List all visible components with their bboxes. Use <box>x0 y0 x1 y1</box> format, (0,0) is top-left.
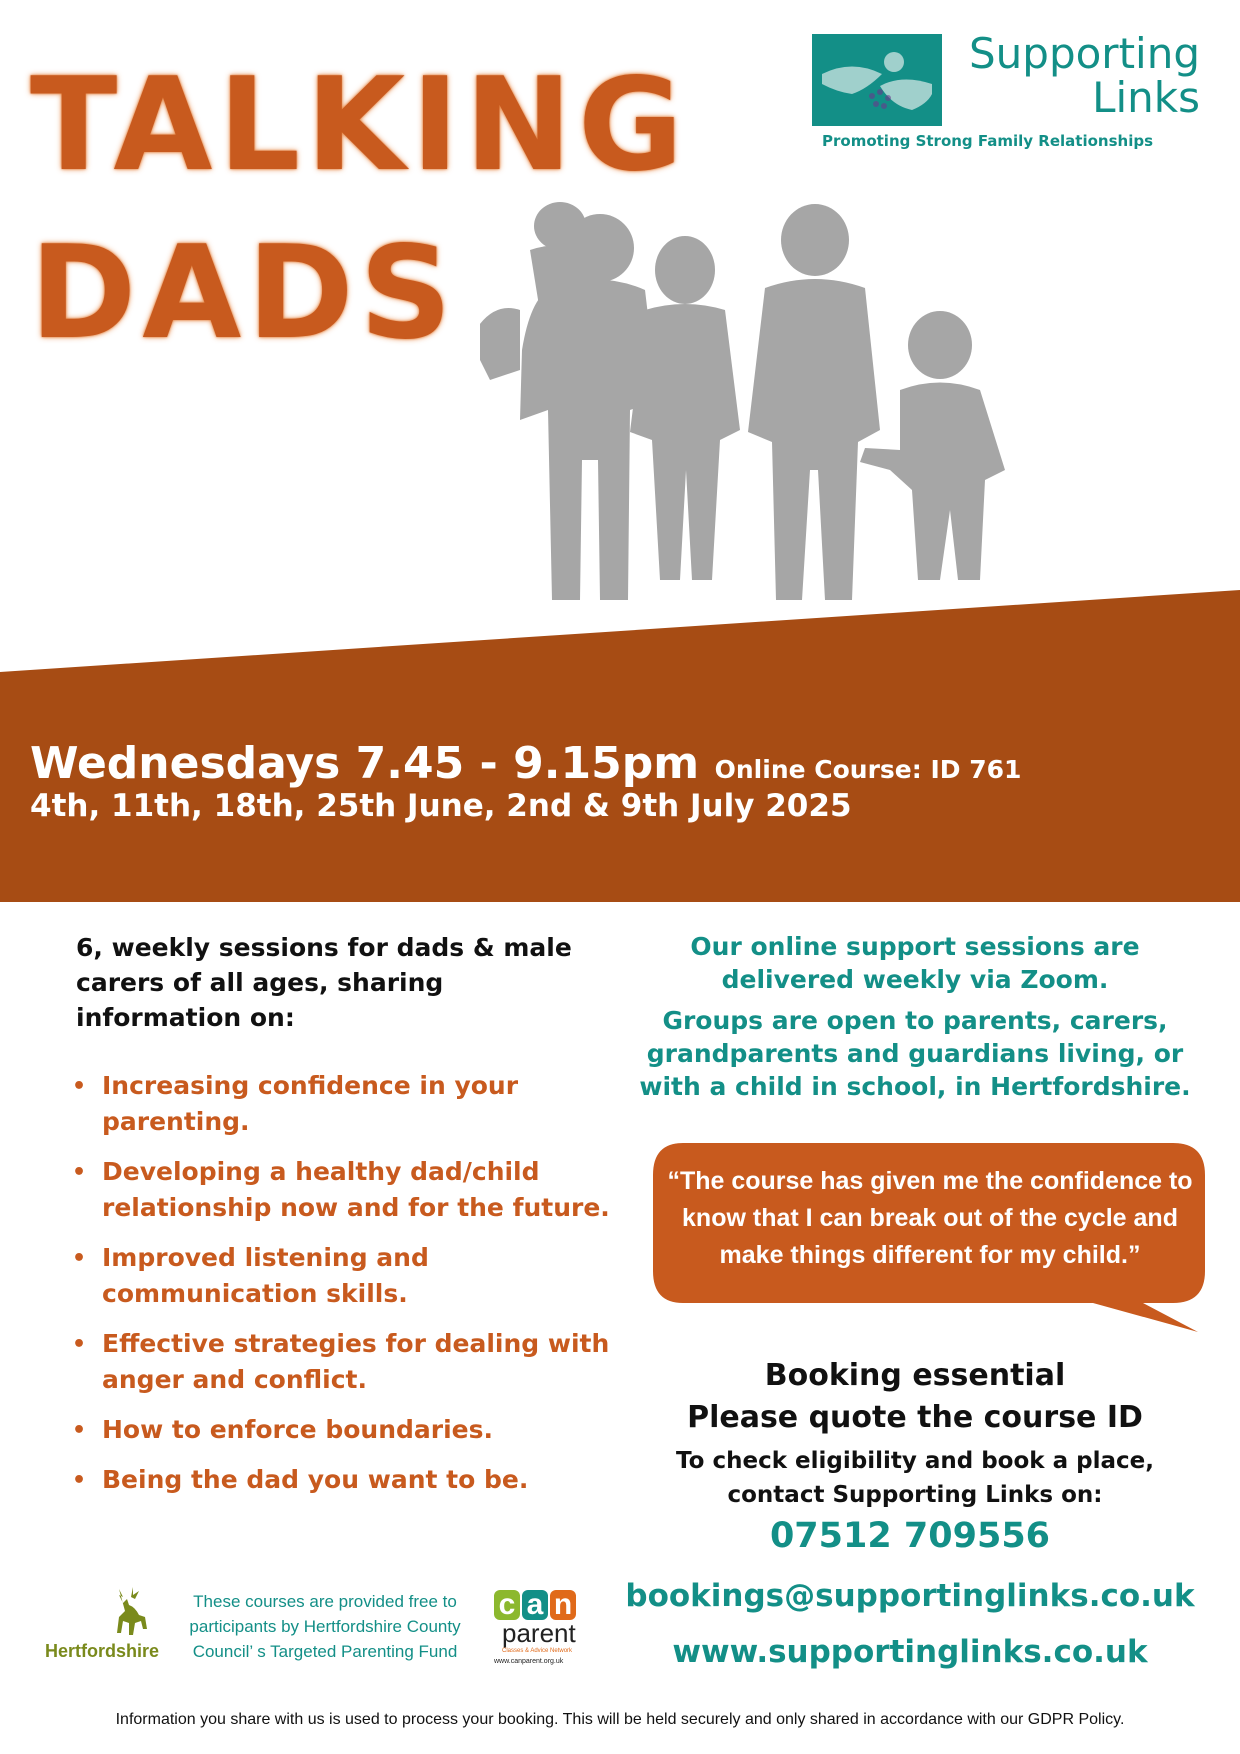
booking-instructions: To check eligibility and book a place, contact Supporting Links on: <box>676 1448 1154 1508</box>
hertfordshire-logo <box>45 1585 165 1665</box>
logo-name-line-2: Links <box>1092 73 1200 122</box>
email-link[interactable]: bookings@supportinglinks.co.uk <box>625 1578 1195 1614</box>
intro-text: 6, weekly sessions for dads & male carers of all ages, sharing information on: <box>76 933 572 1032</box>
logo-tagline: Promoting Strong Family Relationships <box>822 132 1153 150</box>
list-item: • Being the dad you want to be. <box>70 1462 610 1498</box>
course-id: Online Course: ID 761 <box>714 755 1022 784</box>
bullet-dot-icon: • <box>72 1074 87 1099</box>
canparent-word: parent <box>502 1618 576 1648</box>
logo-name-line-1: Supporting <box>969 29 1200 78</box>
schedule-times: Wednesdays 7.45 - 9.15pm <box>30 738 700 789</box>
canparent-sub: Classes & Advice Network <box>502 1648 573 1654</box>
title-line-2: DADS <box>30 219 458 368</box>
testimonial-quote: “The course has given me the confidence to know that I can break out of the cycle and make things different for my child.” <box>667 1167 1193 1269</box>
gdpr-notice: Information you share with us is used to process your booking. This will be held securely and only shared in accordance with our GDPR Policy. <box>115 1711 1125 1728</box>
list-item: • How to enforce boundaries. <box>70 1412 610 1448</box>
booking-heading-2: Please quote the course ID <box>687 1400 1143 1435</box>
schedule-line <box>30 738 1021 789</box>
bullet-dot-icon: • <box>72 1332 87 1357</box>
canparent-letters: c a n <box>494 1590 576 1620</box>
logo-emblem <box>812 34 942 126</box>
bullet-dot-icon: • <box>72 1246 87 1271</box>
deer-icon <box>105 1585 155 1637</box>
online-info: Our online support sessions are delivered weekly via Zoom. <box>690 932 1140 994</box>
bullet-dot-icon: • <box>72 1160 87 1185</box>
list-item: • Developing a healthy dad/child relationship now and for the future. <box>72 1157 610 1222</box>
phone-number[interactable]: 07512 709556 <box>769 1516 1051 1556</box>
list-item: • Improved listening and communication skills. <box>72 1243 429 1308</box>
supporting-links-logo <box>812 29 1212 154</box>
canparent-url: www.canparent.org.uk <box>494 1658 564 1665</box>
funding-note: These courses are provided free to participants by Hertfordshire County Council’ s Targeted Parenting Fund <box>189 1592 461 1661</box>
hands-icon <box>812 34 942 126</box>
canparent-logo <box>494 1590 590 1668</box>
eligibility-info: Groups are open to parents, carers, grandparents and guardians living, or with a child in school, in Hertfordshire. <box>639 1006 1191 1101</box>
bullet-dot-icon: • <box>72 1468 87 1493</box>
benefits-list <box>70 1068 610 1512</box>
title-line-1: TALKING <box>30 51 689 200</box>
course-dates: 4th, 11th, 18th, 25th June, 2nd & 9th July 2025 <box>30 788 852 824</box>
list-item: • Effective strategies for dealing with anger and conflict. <box>72 1329 610 1394</box>
bullet-dot-icon: • <box>72 1418 87 1443</box>
list-item: • Increasing confidence in your parenting. <box>72 1071 519 1136</box>
logo-name <box>950 29 1200 122</box>
hertfordshire-label: Hertfordshire <box>45 1641 160 1661</box>
booking-heading-1: Booking essential <box>764 1358 1066 1393</box>
website-link[interactable]: www.supportinglinks.co.uk <box>672 1634 1148 1670</box>
